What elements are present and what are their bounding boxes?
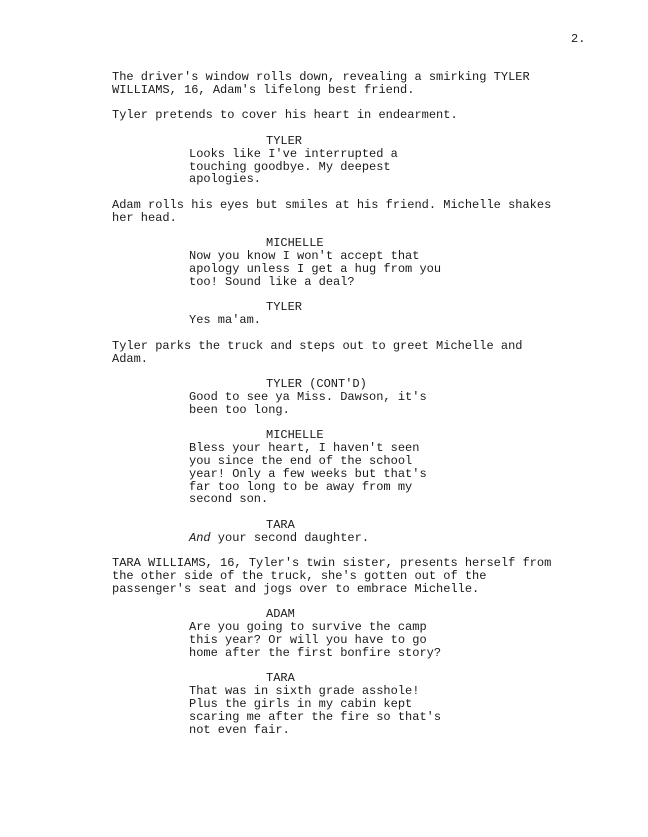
action-line: Tyler parks the truck and steps out to greet Michelle and: [112, 338, 523, 353]
action-line: WILLIAMS, 16, Adam's lifelong best friend.: [112, 82, 415, 97]
dialogue-block: [112, 429, 582, 506]
dialogue-block: [112, 608, 582, 659]
dialogue-line: Yes ma'am.: [189, 313, 262, 328]
dialogue-line: Plus the girls in my cabin kept: [189, 697, 413, 712]
action-line: Tyler pretends to cover his heart in endearment.: [112, 108, 458, 123]
dialogue-block: [112, 672, 582, 736]
action-paragraph: [112, 199, 582, 225]
dialogue-line: [112, 532, 582, 545]
dialogue-block: [112, 378, 582, 416]
dialogue-line: not even fair.: [189, 722, 290, 737]
action-line: the other side of the truck, she's gotten out of the: [112, 569, 487, 584]
action-line: The driver's window rolls down, revealing a smirking TYLER: [112, 70, 530, 84]
character-name: TYLER: [266, 133, 303, 148]
character-name: MICHELLE: [266, 428, 324, 443]
dialogue-line: you since the end of the school: [189, 453, 413, 468]
page-number: 2.: [571, 32, 586, 46]
dialogue-block: [112, 135, 582, 186]
action-paragraph: [112, 340, 582, 366]
dialogue-line: apology unless I get a hug from you: [189, 261, 442, 276]
dialogue-line: second son.: [189, 492, 269, 507]
dialogue-line: scaring me after the fire so that's: [189, 709, 442, 724]
dialogue-line: Good to see ya Miss. Dawson, it's: [189, 389, 427, 404]
action-line: Adam rolls his eyes but smiles at his friend. Michelle shakes: [112, 197, 552, 212]
dialogue-block: [112, 237, 582, 288]
character-name: TARA: [266, 517, 295, 532]
dialogue-line: Bless your heart, I haven't seen: [189, 441, 420, 456]
dialogue-line: touching goodbye. My deepest: [189, 159, 391, 174]
dialogue-line: Looks like I've interrupted a: [189, 146, 398, 161]
action-line: passenger's seat and jogs over to embrace Michelle.: [112, 581, 480, 596]
dialogue-line: been too long.: [189, 402, 290, 417]
character-name: TYLER: [266, 300, 303, 315]
dialogue-line: Are you going to survive the camp: [189, 620, 427, 635]
dialogue-line: home after the first bonfire story?: [189, 645, 442, 660]
dialogue-block: [112, 519, 582, 545]
dialogue-text: your second daughter.: [210, 530, 370, 545]
character-name: ADAM: [266, 607, 295, 622]
action-paragraph: [112, 109, 582, 122]
character-name: TARA: [266, 671, 295, 686]
action-paragraph: [112, 71, 582, 97]
emphasis-text: And: [189, 530, 211, 545]
action-paragraph: [112, 557, 582, 595]
dialogue-line: year! Only a few weeks but that's: [189, 466, 427, 481]
dialogue-block: [112, 301, 582, 327]
action-line: her head.: [112, 210, 177, 225]
script-body: [112, 71, 582, 749]
dialogue-line: too! Sound like a deal?: [189, 274, 355, 289]
character-name: TYLER (CONT'D): [266, 377, 367, 392]
dialogue-line: this year? Or will you have to go: [189, 633, 427, 648]
action-line: TARA WILLIAMS, 16, Tyler's twin sister, presents herself from: [112, 556, 552, 571]
character-name: MICHELLE: [266, 236, 324, 251]
dialogue-line: apologies.: [189, 172, 262, 187]
dialogue-line: That was in sixth grade asshole!: [189, 684, 420, 699]
dialogue-line: Now you know I won't accept that: [189, 249, 420, 264]
dialogue-line: far too long to be away from my: [189, 479, 413, 494]
action-line: Adam.: [112, 351, 149, 366]
